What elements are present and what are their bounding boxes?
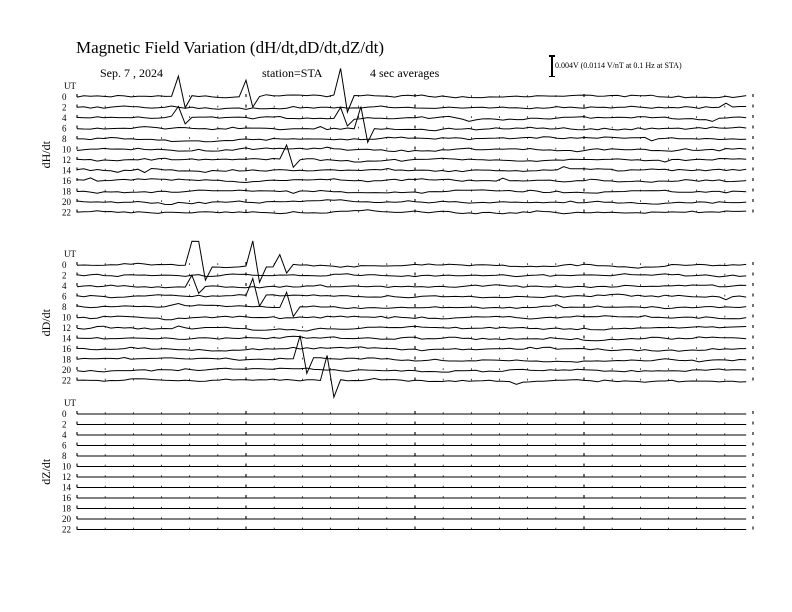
trace-dHdt-row-20 (77, 200, 746, 205)
trace-dDdt-row-4 (77, 275, 746, 293)
trace-dHdt-row-0 (77, 68, 746, 112)
panel-ylabel: dD/dt (39, 309, 53, 337)
ut-axis-label: UT (64, 81, 76, 91)
hour-tick-label: 2 (62, 270, 67, 281)
trace-dHdt-row-22 (77, 210, 746, 214)
hour-tick-label: 10 (62, 144, 71, 155)
trace-dHdt-row-16 (77, 178, 746, 183)
trace-dDdt-row-2 (77, 274, 746, 277)
chart-title: Magnetic Field Variation (dH/dt,dD/dt,dZ/dt) (76, 38, 385, 57)
ut-axis-label: UT (64, 249, 76, 259)
trace-dDdt-row-20 (77, 368, 746, 372)
hour-tick-label: 20 (62, 197, 71, 207)
hour-tick-label: 14 (62, 165, 71, 176)
trace-dHdt-row-10 (77, 147, 746, 152)
trace-dDdt-row-16 (77, 347, 746, 351)
hour-tick-label: 0 (62, 260, 67, 270)
trace-dHdt-row-14 (77, 167, 746, 173)
hour-tick-label: 22 (62, 375, 71, 386)
ut-axis-label: UT (64, 398, 76, 408)
hour-tick-label: 0 (62, 409, 67, 419)
hour-tick-label: 16 (62, 344, 71, 354)
hour-tick-label: 4 (62, 113, 67, 123)
hour-tick-label: 14 (62, 482, 71, 493)
trace-dDdt-row-18 (77, 336, 746, 374)
hour-tick-label: 2 (62, 419, 67, 430)
hour-tick-label: 4 (62, 281, 67, 291)
hour-tick-label: 6 (62, 123, 67, 134)
trace-dHdt-row-8 (77, 137, 746, 142)
trace-dDdt-row-10 (77, 316, 746, 320)
hour-tick-label: 16 (62, 176, 71, 186)
hour-tick-label: 8 (62, 451, 67, 461)
trace-dHdt-row-18 (77, 190, 746, 194)
hour-tick-label: 18 (62, 503, 71, 514)
hour-tick-label: 0 (62, 92, 67, 102)
trace-dHdt-row-12 (77, 145, 746, 167)
trace-dHdt-row-6 (77, 107, 746, 143)
trace-dDdt-row-14 (77, 336, 746, 341)
hour-tick-label: 12 (62, 155, 71, 165)
hour-tick-label: 2 (62, 102, 67, 113)
panel-ylabel: dH/dt (39, 141, 53, 169)
hour-tick-label: 6 (62, 291, 67, 302)
hour-tick-label: 10 (62, 312, 71, 323)
hour-tick-label: 6 (62, 440, 67, 451)
hour-tick-label: 4 (62, 430, 67, 440)
panel-ylabel: dZ/dt (39, 458, 53, 485)
trace-dDdt-row-12 (77, 326, 746, 331)
station-label: station=STA (262, 66, 323, 80)
hour-tick-label: 10 (62, 461, 71, 472)
hour-tick-label: 12 (62, 472, 71, 482)
hour-tick-label: 8 (62, 134, 67, 144)
hour-tick-label: 8 (62, 302, 67, 312)
hour-tick-label: 22 (62, 524, 71, 535)
trace-dDdt-row-6 (77, 279, 746, 307)
hour-tick-label: 20 (62, 514, 71, 524)
date-label: Sep. 7 , 2024 (100, 66, 163, 80)
hour-tick-label: 20 (62, 365, 71, 375)
averages-label: 4 sec averages (370, 66, 440, 80)
hour-tick-label: 14 (62, 333, 71, 344)
hour-tick-label: 22 (62, 207, 71, 218)
hour-tick-label: 16 (62, 493, 71, 503)
hour-tick-label: 18 (62, 354, 71, 365)
scale-label: 0.004V (0.0114 V/nT at 0.1 Hz at STA) (555, 61, 682, 70)
hour-tick-label: 18 (62, 186, 71, 197)
trace-dDdt-row-22 (77, 355, 746, 397)
hour-tick-label: 12 (62, 323, 71, 333)
trace-dHdt-row-4 (77, 106, 746, 126)
